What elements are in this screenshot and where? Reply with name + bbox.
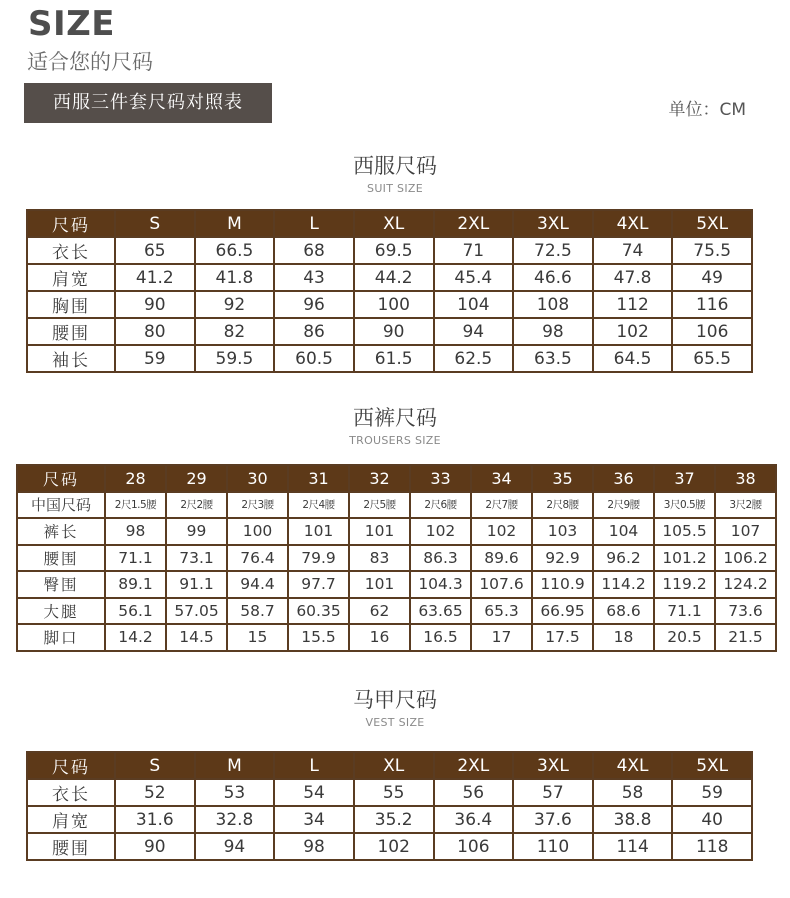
trousers-row-label: 腰围 [17,545,105,572]
suit-cell: 64.5 [593,345,673,372]
suit-header-cell: L [274,210,354,237]
trousers-title-cn: 西裤尺码 [353,406,437,430]
vest-header-label: 尺码 [27,752,115,779]
vest-cell: 56 [434,779,514,806]
suit-cell: 59 [115,345,195,372]
trousers-header-cell: 31 [288,465,349,492]
trousers-cell: 101 [349,518,410,545]
trousers-cell: 16 [349,624,410,651]
trousers-header-cell: 38 [715,465,776,492]
trousers-cell: 62 [349,598,410,625]
trousers-cell: 107.6 [471,571,532,598]
suit-header-cell: 4XL [593,210,673,237]
trousers-cell: 65.3 [471,598,532,625]
suit-cell: 66.5 [195,237,275,264]
vest-header-cell: 2XL [434,752,514,779]
trousers-cell: 103 [532,518,593,545]
trousers-section-title [0,402,790,447]
vest-table-row [27,779,752,806]
trousers-cell: 104 [593,518,654,545]
vest-cell: 35.2 [354,806,434,833]
suit-cell: 98 [513,318,593,345]
vest-cell: 106 [434,833,514,860]
suit-header-label: 尺码 [27,210,115,237]
suit-cell: 41.2 [115,264,195,291]
vest-cell: 57 [513,779,593,806]
vest-cell: 32.8 [195,806,275,833]
suit-cell: 63.5 [513,345,593,372]
trousers-cell: 20.5 [654,624,715,651]
vest-row-label: 肩宽 [27,806,115,833]
size-subtitle: 适合您的尺码 [27,50,153,74]
trousers-cell: 14.5 [166,624,227,651]
trousers-cell: 101.2 [654,545,715,572]
suit-cell: 68 [274,237,354,264]
trousers-row-label: 脚口 [17,624,105,651]
suit-row-label: 腰围 [27,318,115,345]
trousers-cell: 110.9 [532,571,593,598]
vest-cell: 52 [115,779,195,806]
vest-cell: 54 [274,779,354,806]
suit-cell: 90 [354,318,434,345]
suit-header-cell: S [115,210,195,237]
suit-row-label: 胸围 [27,291,115,318]
vest-table-row [27,833,752,860]
suit-header-cell: 5XL [672,210,752,237]
trousers-cell: 63.65 [410,598,471,625]
suit-header-cell: XL [354,210,434,237]
trousers-cell: 106.2 [715,545,776,572]
trousers-title-en: TROUSERS SIZE [349,434,441,447]
vest-header-cell: 4XL [593,752,673,779]
trousers-cell: 73.6 [715,598,776,625]
trousers-table-row [17,492,776,519]
suit-cell: 82 [195,318,275,345]
vest-cell: 55 [354,779,434,806]
suit-cell: 116 [672,291,752,318]
trousers-row-label: 中国尺码 [17,492,105,519]
suit-cell: 62.5 [434,345,514,372]
vest-cell: 59 [672,779,752,806]
vest-section-title [0,684,790,729]
vest-header-row [27,752,752,779]
suit-table-row [27,291,752,318]
trousers-header-cell: 30 [227,465,288,492]
trousers-cell: 17 [471,624,532,651]
trousers-cell: 2尺8腰 [532,492,593,519]
suit-cell: 47.8 [593,264,673,291]
trousers-cell: 2尺1.5腰 [105,492,166,519]
vest-cell: 58 [593,779,673,806]
trousers-row-label: 大腿 [17,598,105,625]
vest-header-cell: 5XL [672,752,752,779]
suit-cell: 71 [434,237,514,264]
trousers-cell: 104.3 [410,571,471,598]
vest-header-cell: XL [354,752,434,779]
trousers-cell: 92.9 [532,545,593,572]
vest-cell: 34 [274,806,354,833]
suit-header-cell: 3XL [513,210,593,237]
trousers-cell: 94.4 [227,571,288,598]
vest-cell: 110 [513,833,593,860]
trousers-cell: 86.3 [410,545,471,572]
vest-title-en: VEST SIZE [365,716,425,729]
suit-cell: 46.6 [513,264,593,291]
suit-cell: 92 [195,291,275,318]
suit-cell: 102 [593,318,673,345]
suit-cell: 80 [115,318,195,345]
trousers-header-cell: 32 [349,465,410,492]
trousers-cell: 18 [593,624,654,651]
vest-cell: 53 [195,779,275,806]
trousers-table-row [17,571,776,598]
trousers-header-cell: 34 [471,465,532,492]
suit-cell: 61.5 [354,345,434,372]
suit-cell: 69.5 [354,237,434,264]
suit-size-table [26,209,753,373]
trousers-cell: 98 [105,518,166,545]
trousers-cell: 16.5 [410,624,471,651]
trousers-header-cell: 37 [654,465,715,492]
trousers-cell: 89.6 [471,545,532,572]
suit-cell: 72.5 [513,237,593,264]
suit-cell: 108 [513,291,593,318]
suit-cell: 112 [593,291,673,318]
trousers-header-label: 尺码 [17,465,105,492]
trousers-cell: 73.1 [166,545,227,572]
vest-cell: 94 [195,833,275,860]
suit-cell: 94 [434,318,514,345]
vest-cell: 31.6 [115,806,195,833]
vest-cell: 114 [593,833,673,860]
vest-header-cell: M [195,752,275,779]
trousers-cell: 79.9 [288,545,349,572]
suit-section-title [0,150,790,195]
vest-cell: 98 [274,833,354,860]
trousers-cell: 2尺5腰 [349,492,410,519]
suit-header-cell: M [195,210,275,237]
vest-cell: 102 [354,833,434,860]
suit-row-label: 肩宽 [27,264,115,291]
trousers-cell: 3尺0.5腰 [654,492,715,519]
trousers-cell: 83 [349,545,410,572]
trousers-cell: 68.6 [593,598,654,625]
trousers-cell: 124.2 [715,571,776,598]
trousers-cell: 2尺3腰 [227,492,288,519]
trousers-size-table [16,464,777,652]
suit-cell: 45.4 [434,264,514,291]
trousers-cell: 21.5 [715,624,776,651]
trousers-cell: 96.2 [593,545,654,572]
trousers-header-cell: 28 [105,465,166,492]
trousers-cell: 105.5 [654,518,715,545]
suit-cell: 100 [354,291,434,318]
suit-header-row [27,210,752,237]
vest-cell: 90 [115,833,195,860]
suit-cell: 44.2 [354,264,434,291]
vest-row-label: 衣长 [27,779,115,806]
trousers-cell: 15.5 [288,624,349,651]
trousers-cell: 71.1 [105,545,166,572]
vest-cell: 36.4 [434,806,514,833]
trousers-header-cell: 36 [593,465,654,492]
suit-cell: 86 [274,318,354,345]
trousers-cell: 2尺4腰 [288,492,349,519]
suit-cell: 106 [672,318,752,345]
chart-banner: 西服三件套尺码对照表 [24,83,272,123]
trousers-cell: 107 [715,518,776,545]
suit-table-row [27,318,752,345]
trousers-cell: 71.1 [654,598,715,625]
trousers-row-label: 裤长 [17,518,105,545]
trousers-cell: 17.5 [532,624,593,651]
trousers-cell: 99 [166,518,227,545]
trousers-cell: 2尺2腰 [166,492,227,519]
trousers-cell: 14.2 [105,624,166,651]
suit-row-label: 袖长 [27,345,115,372]
suit-cell: 90 [115,291,195,318]
suit-row-label: 衣长 [27,237,115,264]
trousers-cell: 97.7 [288,571,349,598]
trousers-table-row [17,518,776,545]
unit-label: 单位：CM [668,100,746,120]
trousers-cell: 2尺7腰 [471,492,532,519]
trousers-table-row [17,624,776,651]
vest-size-table [26,751,753,861]
suit-cell: 75.5 [672,237,752,264]
trousers-cell: 3尺2腰 [715,492,776,519]
vest-header-cell: 3XL [513,752,593,779]
suit-cell: 60.5 [274,345,354,372]
suit-title-en: SUIT SIZE [367,182,423,195]
suit-cell: 65 [115,237,195,264]
trousers-cell: 89.1 [105,571,166,598]
suit-table-row [27,264,752,291]
suit-table-row [27,237,752,264]
vest-cell: 118 [672,833,752,860]
suit-cell: 104 [434,291,514,318]
suit-cell: 74 [593,237,673,264]
trousers-cell: 101 [288,518,349,545]
vest-cell: 40 [672,806,752,833]
trousers-header-cell: 33 [410,465,471,492]
vest-cell: 37.6 [513,806,593,833]
trousers-row-label: 臀围 [17,571,105,598]
trousers-cell: 102 [410,518,471,545]
trousers-table-row [17,545,776,572]
trousers-cell: 66.95 [532,598,593,625]
trousers-header-row [17,465,776,492]
suit-cell: 59.5 [195,345,275,372]
size-heading: SIZE [28,4,116,44]
suit-table-row [27,345,752,372]
suit-title-cn: 西服尺码 [353,154,437,178]
vest-row-label: 腰围 [27,833,115,860]
vest-cell: 38.8 [593,806,673,833]
suit-cell: 41.8 [195,264,275,291]
vest-title-cn: 马甲尺码 [353,688,437,712]
trousers-cell: 15 [227,624,288,651]
trousers-cell: 58.7 [227,598,288,625]
suit-cell: 49 [672,264,752,291]
trousers-cell: 101 [349,571,410,598]
suit-cell: 96 [274,291,354,318]
suit-cell: 65.5 [672,345,752,372]
vest-table-row [27,806,752,833]
trousers-cell: 2尺6腰 [410,492,471,519]
trousers-cell: 57.05 [166,598,227,625]
trousers-cell: 56.1 [105,598,166,625]
trousers-cell: 91.1 [166,571,227,598]
trousers-cell: 100 [227,518,288,545]
vest-header-cell: S [115,752,195,779]
trousers-cell: 102 [471,518,532,545]
trousers-cell: 2尺9腰 [593,492,654,519]
trousers-header-cell: 35 [532,465,593,492]
trousers-cell: 114.2 [593,571,654,598]
trousers-header-cell: 29 [166,465,227,492]
trousers-cell: 76.4 [227,545,288,572]
suit-header-cell: 2XL [434,210,514,237]
vest-header-cell: L [274,752,354,779]
trousers-table-row [17,598,776,625]
trousers-cell: 60.35 [288,598,349,625]
suit-cell: 43 [274,264,354,291]
trousers-cell: 119.2 [654,571,715,598]
